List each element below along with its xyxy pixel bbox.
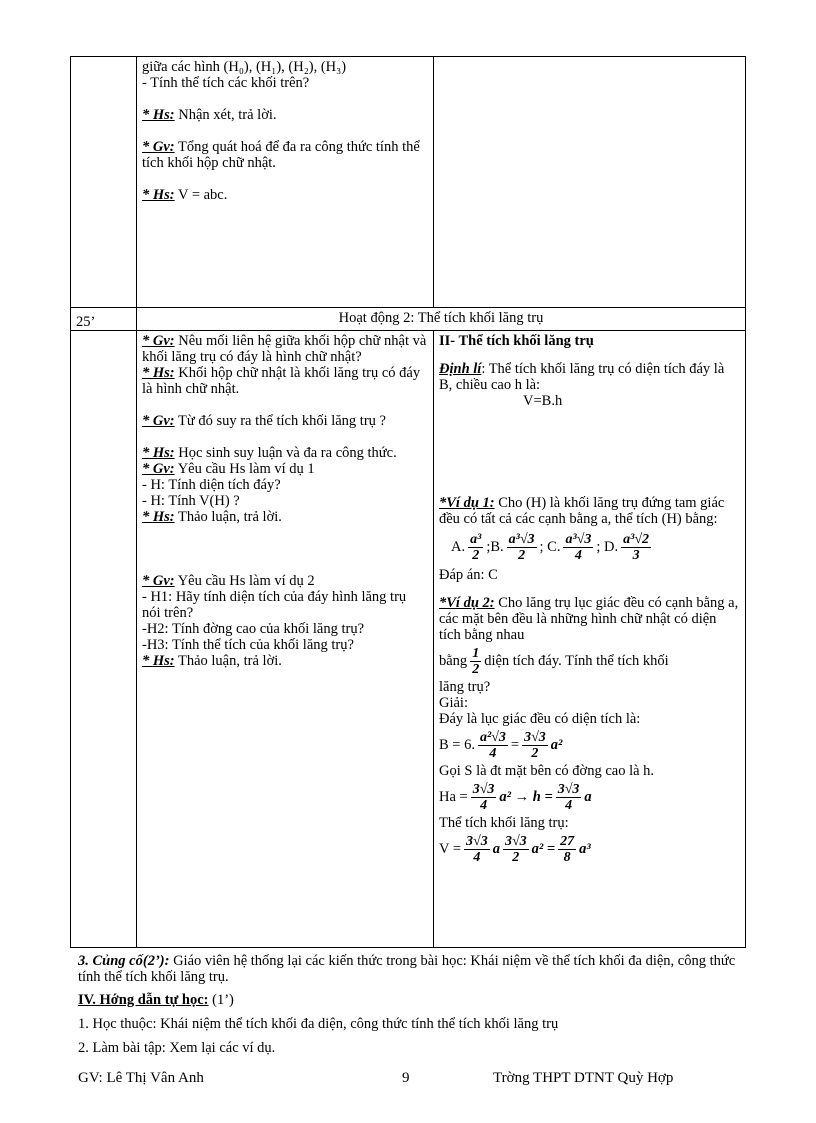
numerator: a³√3 xyxy=(565,531,592,547)
fraction xyxy=(556,782,582,813)
solution-step-2: Gọi S là đt mặt bên có đờng cao là h. xyxy=(439,763,655,779)
row1-gv1 xyxy=(142,139,428,171)
table-bottom-border xyxy=(70,947,746,948)
hs-text: V = abc. xyxy=(174,187,228,203)
denominator: 4 xyxy=(489,745,497,761)
gv-text: Tổng quát hoá để đa ra công thức tính thể tích khối hộp chữ nhật. xyxy=(142,139,420,171)
text: a xyxy=(492,841,500,857)
row3-h2: -H2: Tính đờng cao của khối lăng trụ? xyxy=(142,621,365,637)
hs-tag: * Hs: xyxy=(142,187,175,203)
theorem-text: : Thể tích khối lăng trụ có diện tích đáy là B, chiều cao h là: xyxy=(439,361,725,393)
row-divider-2 xyxy=(70,330,746,331)
hs-tag: * Hs: xyxy=(142,509,175,525)
row3-hs4 xyxy=(142,653,428,669)
hs-text: Thảo luận, trả lời. xyxy=(174,653,282,669)
numerator: 3√3 xyxy=(466,833,488,849)
text: = xyxy=(510,737,520,753)
text: a² = xyxy=(531,841,556,857)
self-study-time: (1’) xyxy=(208,992,234,1008)
row1-hs1 xyxy=(142,107,428,123)
example-1-options xyxy=(439,527,741,567)
text: B = 6. xyxy=(439,737,475,753)
numerator: a³√2 xyxy=(623,531,650,547)
example-2-half-line xyxy=(439,643,741,679)
denominator: 2 xyxy=(472,547,480,563)
row1-line1: giữa các hình (H₀), (H₁), (H₂), (H₃) xyxy=(142,59,347,75)
gv-tag: * Gv: xyxy=(142,461,175,477)
gv-text: Yêu cầu Hs làm ví dụ 1 xyxy=(174,461,315,477)
numerator: 3√3 xyxy=(524,729,546,745)
text: a² xyxy=(550,737,563,753)
text: Ha = xyxy=(439,789,468,805)
numerator: 3√3 xyxy=(504,833,527,849)
hs-tag: * Hs: xyxy=(142,445,175,461)
footer-school: Trờng THPT DTNT Quỳ Hợp xyxy=(493,1070,674,1086)
example-1-text: Cho (H) là khối lăng trụ đứng tam giác đều có tất cả các cạnh bằng a, thể tích (H) bằng: xyxy=(439,495,725,527)
self-study-label: IV. Hớng dẫn tự học: xyxy=(78,992,209,1008)
hs-tag: * Hs: xyxy=(142,107,175,123)
hs-text: Nhận xét, trả lời. xyxy=(174,107,277,123)
denominator: 2 xyxy=(472,661,480,677)
example-2 xyxy=(439,595,741,643)
option-a-label: A. xyxy=(451,539,466,555)
footer-teacher: GV: Lê Thị Vân Anh xyxy=(78,1070,204,1086)
hs-text: Học sinh suy luận và đa ra công thức. xyxy=(174,445,397,461)
numerator: a²√3 xyxy=(479,729,506,745)
gv-text: Từ đó suy ra thể tích khối lăng trụ ? xyxy=(174,413,386,429)
row2-title: Hoạt động 2: Thể tích khối lăng trụ xyxy=(338,310,544,326)
denominator: 2 xyxy=(518,547,526,563)
text: diện tích đáy. Tính thể tích khối xyxy=(484,653,669,669)
row2-time: 25’ xyxy=(76,314,96,330)
fraction xyxy=(464,834,490,865)
row3-gv1 xyxy=(142,333,428,365)
denominator: 2 xyxy=(512,849,520,865)
denominator: 2 xyxy=(531,745,539,761)
gv-tag: * Gv: xyxy=(142,333,175,349)
row3-q2: - H: Tính V(H) ? xyxy=(142,493,240,509)
option-d-fraction xyxy=(621,532,651,563)
numerator: 27 xyxy=(560,833,575,849)
volume-equation xyxy=(439,831,741,867)
fraction xyxy=(471,782,497,813)
denominator: 4 xyxy=(480,797,488,813)
row1-left-cell xyxy=(142,59,428,203)
table-right-border xyxy=(745,56,746,948)
row3-gv2 xyxy=(142,413,428,429)
solution-step-1: Đáy là lục giác đều có diện tích là: xyxy=(439,711,641,727)
numerator: a³√3 xyxy=(508,531,535,547)
denominator: 4 xyxy=(565,797,573,813)
self-study-item-1: 1. Học thuộc: Khái niệm thể tích khối đa diện, công thức tính thể tích khối lăng trụ xyxy=(78,1016,559,1032)
fraction xyxy=(478,730,508,761)
denominator: 4 xyxy=(574,547,582,563)
text: V = xyxy=(439,841,462,857)
row3-hs1 xyxy=(142,365,428,397)
table-top-border xyxy=(70,56,746,57)
col-divider-middle-bottom xyxy=(433,330,434,948)
text: a² → h = xyxy=(499,789,553,805)
answer: Đáp án: C xyxy=(439,567,498,583)
row3-left-cell xyxy=(142,333,428,669)
gv-text: Yêu cầu Hs làm ví dụ 2 xyxy=(174,573,315,589)
text: a³ xyxy=(579,841,591,857)
option-b-fraction xyxy=(507,532,537,563)
solution-label: Giải: xyxy=(439,695,468,711)
example-1 xyxy=(439,495,741,527)
self-study-item-2: 2. Làm bài tập: Xem lại các ví dụ. xyxy=(78,1040,276,1056)
gv-text: Nêu mối liên hệ giữa khối hộp chữ nhật và khối lăng trụ có đáy là hình chữ nhật? xyxy=(142,333,427,365)
hs-tag: * Hs: xyxy=(142,365,175,381)
row3-h1: - H1: Hãy tính diện tích của đáy hình lăng trụ nói trên? xyxy=(142,589,407,621)
example-2-text: Cho lăng trụ lục giác đều có cạnh bằng a, các mặt bên đều là những hình chữ nhật có diện tích bằng nhau xyxy=(439,595,739,643)
numerator: 3√3 xyxy=(557,781,580,797)
denominator: 4 xyxy=(473,849,481,865)
denominator: 3 xyxy=(632,547,640,563)
consolidation-text: Giáo viên hệ thống lại các kiến thức trong bài học: Khái niệm về thể tích khối đa diện, công thức tính thể tích khối lăng trụ. xyxy=(78,953,736,985)
hs-text: Khối hộp chữ nhật là khối lăng trụ có đáy là hình chữ nhật. xyxy=(142,365,421,397)
row1-line2: - Tính thể tích các khối trên? xyxy=(142,75,310,91)
col-divider-middle-top xyxy=(433,56,434,308)
option-c-label: ; C. xyxy=(539,539,561,555)
text: bằng xyxy=(439,653,468,669)
consolidation xyxy=(78,953,740,985)
row3-hs3 xyxy=(142,509,428,525)
numerator: 1 xyxy=(472,645,480,661)
text: a xyxy=(584,789,592,805)
row1-hs2 xyxy=(142,187,428,203)
fraction xyxy=(522,730,548,761)
fraction xyxy=(558,834,576,865)
row3-h3: -H3: Tính thể tích của khối lăng trụ? xyxy=(142,637,354,653)
option-c-fraction xyxy=(563,532,593,563)
option-d-label: ; D. xyxy=(596,539,619,555)
row3-gv3 xyxy=(142,461,428,477)
theorem-label: Định lí xyxy=(439,361,482,377)
option-a-fraction xyxy=(468,532,483,563)
row3-hs2 xyxy=(142,445,428,461)
row3-gv4 xyxy=(142,573,428,589)
numerator: a³ xyxy=(470,531,482,547)
height-equation xyxy=(439,779,741,815)
row3-q1: - H: Tính diện tích đáy? xyxy=(142,477,281,493)
fraction xyxy=(503,834,529,865)
volume-formula: V=B.h xyxy=(523,393,563,409)
theorem xyxy=(439,361,741,393)
hs-text: Thảo luận, trả lời. xyxy=(174,509,282,525)
numerator: 3√3 xyxy=(472,781,495,797)
example-2-label: *Ví dụ 2: xyxy=(439,595,495,611)
consolidation-label: 3. Củng cố(2’): xyxy=(78,953,170,969)
denominator: 8 xyxy=(563,849,571,865)
section-heading: II- Thể tích khối lăng trụ xyxy=(439,333,594,349)
gv-tag: * Gv: xyxy=(142,139,175,155)
gv-tag: * Gv: xyxy=(142,573,175,589)
table-left-border xyxy=(70,56,71,948)
footer-page-number: 9 xyxy=(402,1070,410,1086)
solution-step-3: Thể tích khối lăng trụ: xyxy=(439,815,569,831)
col-divider-time xyxy=(136,56,137,948)
base-area-equation xyxy=(439,727,741,763)
option-b-label: ;B. xyxy=(486,539,504,555)
hs-tag: * Hs: xyxy=(142,653,175,669)
example-1-label: *Ví dụ 1: xyxy=(439,495,495,511)
row3-right-cell xyxy=(439,333,741,867)
row-divider-1 xyxy=(70,307,746,308)
gv-tag: * Gv: xyxy=(142,413,175,429)
half-fraction xyxy=(470,646,481,677)
example-2-last: lăng trụ? xyxy=(439,679,491,695)
self-study-heading xyxy=(78,992,234,1008)
